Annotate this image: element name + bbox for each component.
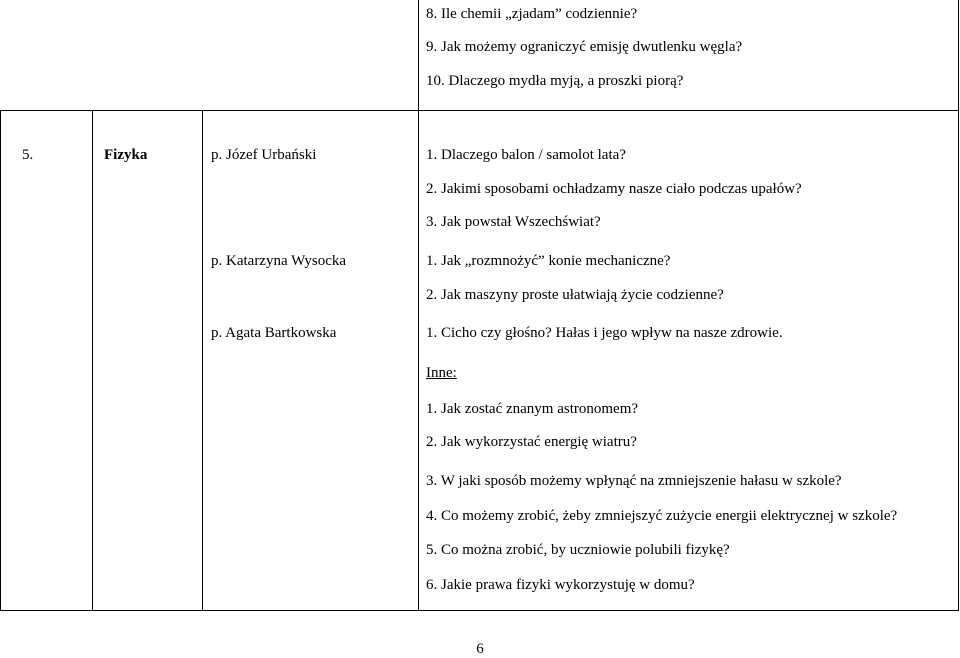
question-item: 1. Jak „rozmnożyć” konie mechaniczne? (426, 253, 671, 269)
teacher-name: p. Katarzyna Wysocka (211, 253, 347, 269)
question-item: 2. Jak maszyny proste ułatwiają życie codzienne? (426, 287, 724, 303)
row-number: 5. (22, 147, 34, 163)
teacher-name: p. Józef Urbański (211, 147, 317, 163)
table-col-divider-3 (418, 110, 419, 611)
question-item: 10. Dlaczego mydła myją, a proszki piorą? (426, 73, 684, 89)
question-item: 9. Jak możemy ograniczyć emisję dwutlenku węgla? (426, 39, 743, 55)
question-item: 1. Cicho czy głośno? Hałas i jego wpływ na nasze zdrowie. (426, 325, 783, 341)
question-item: 3. Jak powstał Wszechświat? (426, 214, 601, 230)
table-row-separator (0, 110, 959, 111)
table-border-right (958, 0, 959, 611)
table-col-divider-2 (202, 110, 203, 611)
question-item: 3. W jaki sposób możemy wpłynąć na zmniejszenie hałasu w szkole? (426, 473, 842, 489)
table-col-divider-1 (92, 110, 93, 611)
question-item: 6. Jakie prawa fizyki wykorzystuję w domu? (426, 577, 695, 593)
question-item: 8. Ile chemii „zjadam” codziennie? (426, 6, 638, 22)
other-heading: Inne: (426, 365, 457, 381)
table-border-left (0, 110, 1, 611)
table-border-left-col2 (418, 0, 419, 111)
teacher-name: p. Agata Bartkowska (211, 325, 337, 341)
table-border-bottom (0, 610, 959, 611)
page-number: 6 (476, 641, 484, 657)
subject-name: Fizyka (104, 147, 148, 163)
question-item: 4. Co możemy zrobić, żeby zmniejszyć zużycie energii elektrycznej w szkole? (426, 508, 898, 524)
question-item: 1. Dlaczego balon / samolot lata? (426, 147, 626, 163)
question-item: 1. Jak zostać znanym astronomem? (426, 401, 639, 417)
question-item: 2. Jak wykorzystać energię wiatru? (426, 434, 637, 450)
question-item: 2. Jakimi sposobami ochładzamy nasze ciało podczas upałów? (426, 181, 802, 197)
question-item: 5. Co można zrobić, by uczniowie polubili fizykę? (426, 542, 730, 558)
